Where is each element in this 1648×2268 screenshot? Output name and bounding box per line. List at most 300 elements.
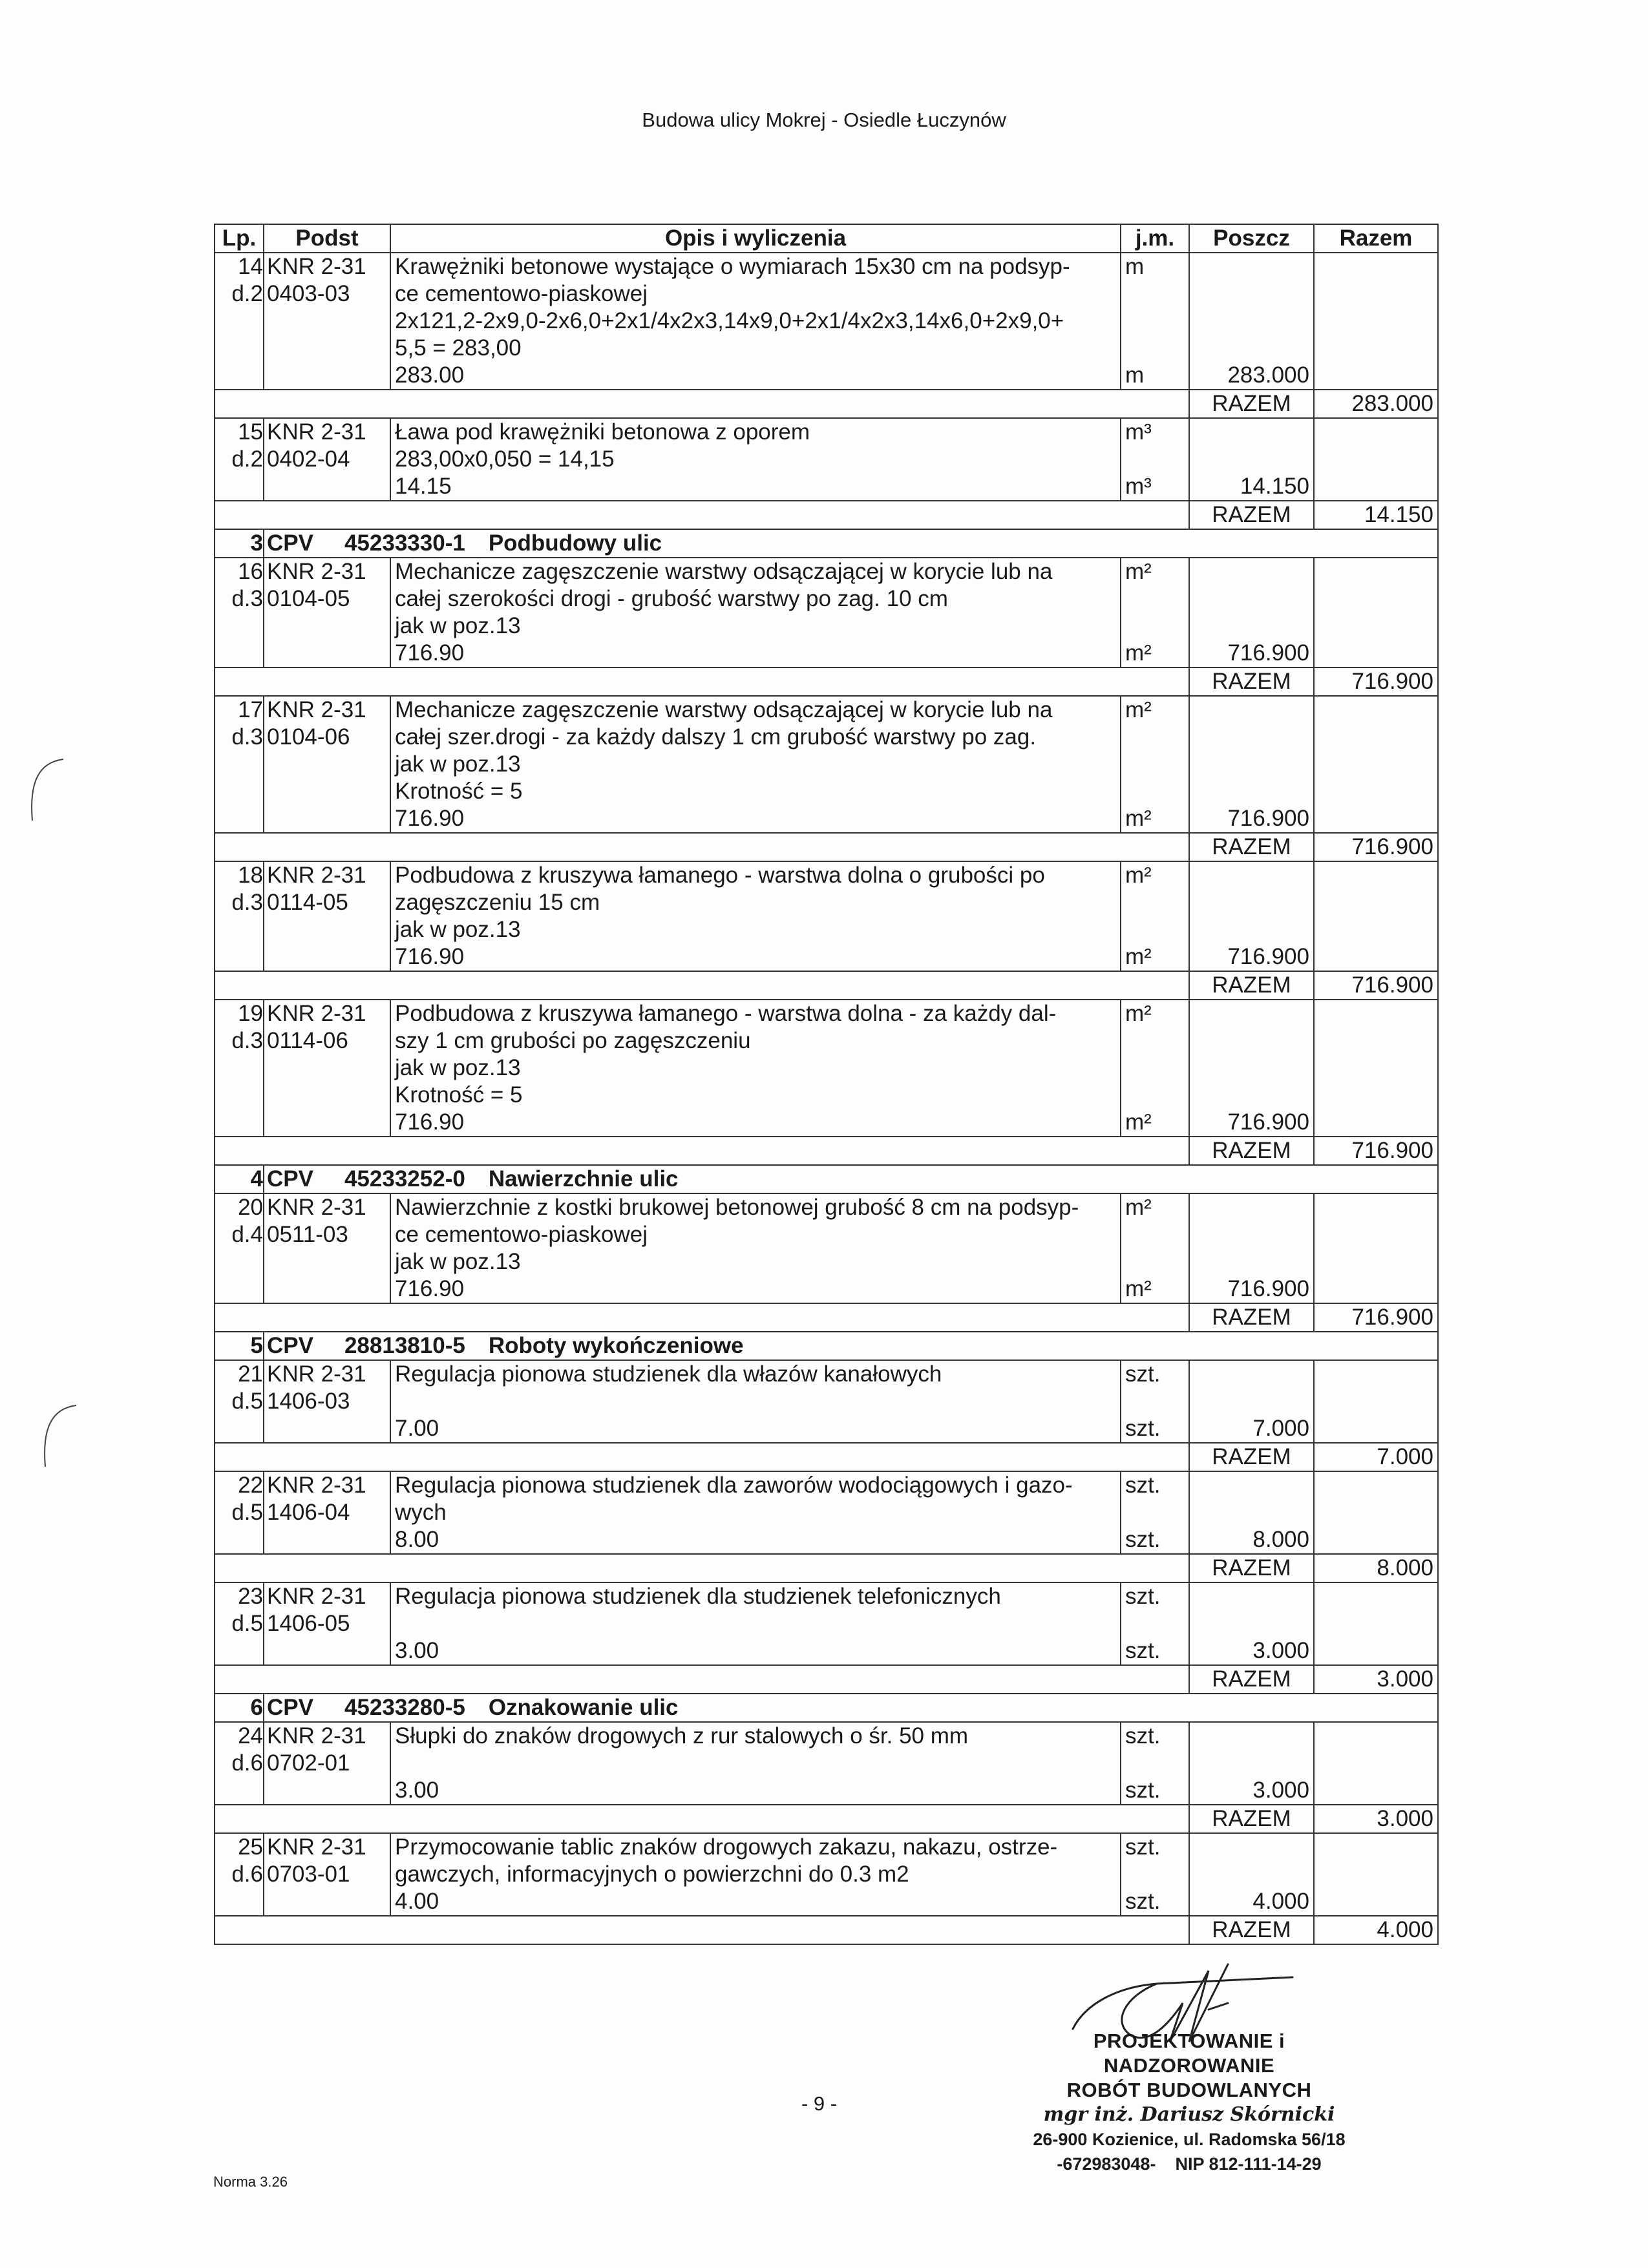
stamp-line-2: ROBÓT BUDOWLANYCH (1066, 2079, 1312, 2101)
item-podst (264, 1582, 390, 1665)
description-line: jak w poz.13 (395, 751, 521, 777)
poszcz-line (1194, 585, 1309, 613)
col-header-jm: j.m. (1121, 224, 1189, 253)
razem-value: 3.000 (1314, 1665, 1438, 1694)
description-line: wych (395, 1500, 447, 1525)
item-description (390, 1582, 1121, 1665)
page-header: Budowa ulicy Mokrej - Osiedle Łuczynów (642, 109, 1006, 131)
razem-empty (215, 1137, 1189, 1165)
item-poszcz (1189, 1360, 1314, 1443)
scan-mark-arc (39, 1402, 78, 1473)
item-chapter: d.3 (231, 586, 263, 611)
item-podst-catalog: KNR 2-31 (267, 559, 366, 584)
col-header-poszcz: Poszcz (1189, 224, 1314, 253)
section-row (215, 529, 1438, 558)
poszcz-line (1194, 613, 1309, 640)
item-number: 23 (238, 1584, 263, 1609)
razem-row (215, 501, 1438, 529)
razem-empty (215, 833, 1189, 861)
item-poszcz (1189, 1722, 1314, 1805)
unit-line: m³ (1125, 419, 1152, 445)
description-line: Mechanicze zagęszczenie warstwy odsączającej w korycie lub na (395, 559, 1053, 584)
description-line: ce cementowo-piaskowej (395, 1222, 648, 1247)
unit-line: m² (1125, 863, 1152, 888)
poszcz-line (1194, 446, 1309, 473)
item-podst (264, 418, 390, 501)
description-line: Podbudowa z kruszywa łamanego - warstwa dolna o grubości po (395, 863, 1045, 888)
unit-line: szt. (1125, 1834, 1161, 1860)
item-description (390, 418, 1121, 501)
item-unit (1121, 1360, 1189, 1443)
description-line: szy 1 cm grubości po zagęszczeniu (395, 1028, 751, 1053)
item-podst-table: 0511-03 (267, 1222, 348, 1247)
description-line: 2x121,2-2x9,0-2x6,0+2x1/4x2x3,14x9,0+2x1/4x2x3,14x6,0+2x9,0+ (395, 308, 1064, 333)
unit-line: m² (1125, 1001, 1152, 1026)
razem-row (215, 667, 1438, 696)
item-chapter: d.3 (231, 1028, 263, 1053)
section-label: CPV (267, 1166, 313, 1192)
description-line: 7.00 (395, 1416, 439, 1441)
item-row (215, 1582, 1438, 1665)
poszcz-line: 14.150 (1240, 474, 1309, 499)
razem-value: 716.900 (1314, 1303, 1438, 1332)
description-line: Krotność = 5 (395, 1082, 523, 1108)
razem-row (215, 833, 1438, 861)
description-line: Regulacja pionowa studzienek dla zaworów wodociągowych i gazo- (395, 1473, 1073, 1498)
description-line: Regulacja pionowa studzienek dla włazów kanałowych (395, 1361, 942, 1387)
item-unit (1121, 1722, 1189, 1805)
item-chapter: d.5 (231, 1500, 263, 1525)
table-body (215, 253, 1438, 1944)
item-poszcz (1189, 1833, 1314, 1916)
section-row (215, 1165, 1438, 1193)
razem-row (215, 390, 1438, 418)
razem-label: RAZEM (1189, 1443, 1314, 1471)
section-header (264, 1332, 1438, 1360)
description-line: jak w poz.13 (395, 613, 521, 638)
razem-empty (215, 667, 1189, 696)
unit-line: szt. (1125, 1723, 1161, 1748)
description-line: 716.90 (395, 1109, 465, 1135)
poszcz-line (1194, 1499, 1309, 1526)
item-podst (264, 1722, 390, 1805)
item-lp (215, 1000, 264, 1137)
item-chapter: d.5 (231, 1611, 263, 1636)
unit-line: szt. (1125, 1361, 1161, 1387)
razem-label: RAZEM (1189, 1303, 1314, 1332)
item-row (215, 1000, 1438, 1137)
item-row (215, 1722, 1438, 1805)
section-title: Nawierzchnie ulic (488, 1166, 679, 1192)
poszcz-line (1194, 1082, 1309, 1109)
razem-value: 716.900 (1314, 833, 1438, 861)
item-unit (1121, 418, 1189, 501)
description-line: 8.00 (395, 1527, 439, 1552)
description-line: jak w poz.13 (395, 1055, 521, 1080)
poszcz-line (1194, 335, 1309, 362)
description-line (395, 1610, 1116, 1637)
razem-value: 716.900 (1314, 971, 1438, 1000)
unit-line (1125, 1388, 1185, 1415)
item-podst-catalog: KNR 2-31 (267, 863, 366, 888)
item-poszcz (1189, 1471, 1314, 1554)
item-row (215, 558, 1438, 667)
unit-line (1125, 1861, 1185, 1888)
section-title: Podbudowy ulic (488, 530, 662, 556)
poszcz-line (1194, 419, 1309, 446)
item-razem-empty (1314, 418, 1438, 501)
description-line: 14.15 (395, 474, 452, 499)
item-row (215, 1471, 1438, 1554)
item-chapter: d.3 (231, 724, 263, 750)
item-description (390, 1000, 1121, 1137)
razem-label: RAZEM (1189, 1665, 1314, 1694)
item-number: 20 (238, 1195, 263, 1220)
company-stamp (1008, 2029, 1370, 2176)
item-podst (264, 1471, 390, 1554)
poszcz-line (1194, 1027, 1309, 1055)
poszcz-line: 716.900 (1227, 640, 1309, 666)
razem-row (215, 1137, 1438, 1165)
poszcz-line (1194, 1388, 1309, 1415)
poszcz-line (1194, 697, 1309, 724)
item-unit (1121, 861, 1189, 971)
item-description (390, 1833, 1121, 1916)
item-row (215, 1833, 1438, 1916)
item-podst-table: 0104-06 (267, 724, 350, 750)
item-podst (264, 861, 390, 971)
description-line: 4.00 (395, 1889, 439, 1914)
description-line: jak w poz.13 (395, 917, 521, 942)
table-header-row (215, 224, 1438, 253)
razem-label: RAZEM (1189, 390, 1314, 418)
unit-line: szt. (1125, 1527, 1161, 1552)
poszcz-line (1194, 308, 1309, 335)
item-description (390, 1360, 1121, 1443)
item-podst-catalog: KNR 2-31 (267, 1195, 366, 1220)
description-line: Nawierzchnie z kostki brukowej betonowej grubość 8 cm na podsyp- (395, 1195, 1079, 1220)
item-lp (215, 1722, 264, 1805)
item-lp (215, 1193, 264, 1303)
item-podst-table: 0703-01 (267, 1862, 350, 1887)
section-code: 45233330-1 (344, 530, 465, 556)
description-line: Przymocowanie tablic znaków drogowych zakazu, nakazu, ostrze- (395, 1834, 1058, 1860)
item-podst-catalog: KNR 2-31 (267, 697, 366, 722)
item-podst (264, 1193, 390, 1303)
razem-label: RAZEM (1189, 833, 1314, 861)
description-line: 3.00 (395, 1638, 439, 1663)
description-line: 716.90 (395, 1276, 465, 1301)
unit-line (1125, 280, 1185, 308)
razem-value: 283.000 (1314, 390, 1438, 418)
razem-empty (215, 501, 1189, 529)
item-number: 17 (238, 697, 263, 722)
item-podst (264, 253, 390, 390)
item-lp (215, 696, 264, 833)
unit-line: szt. (1125, 1416, 1161, 1441)
description-line (395, 1388, 1116, 1415)
description-line: całej szer.drogi - za każdy dalszy 1 cm grubość warstwy po zag. (395, 724, 1037, 750)
item-podst-catalog: KNR 2-31 (267, 1473, 366, 1498)
razem-empty (215, 390, 1189, 418)
poszcz-line (1194, 1861, 1309, 1888)
section-row (215, 1694, 1438, 1722)
poszcz-line: 283.000 (1227, 362, 1309, 388)
section-header (264, 1165, 1438, 1193)
razem-value: 716.900 (1314, 1137, 1438, 1165)
item-razem-empty (1314, 558, 1438, 667)
footer-software-label: Norma 3.26 (213, 2174, 288, 2190)
item-podst (264, 1000, 390, 1137)
item-podst-table: 0114-06 (267, 1028, 348, 1053)
item-poszcz (1189, 1582, 1314, 1665)
item-podst-table: 0702-01 (267, 1750, 350, 1776)
razem-label: RAZEM (1189, 1137, 1314, 1165)
description-line: Krawężniki betonowe wystające o wymiarach 15x30 cm na podsyp- (395, 254, 1070, 279)
item-chapter: d.5 (231, 1389, 263, 1414)
unit-line: m (1125, 254, 1145, 279)
item-razem-empty (1314, 1360, 1438, 1443)
item-razem-empty (1314, 1722, 1438, 1805)
unit-line (1125, 751, 1185, 778)
item-lp (215, 861, 264, 971)
item-podst (264, 696, 390, 833)
razem-row (215, 1443, 1438, 1471)
description-line: zagęszczeniu 15 cm (395, 890, 600, 915)
poszcz-line: 7.000 (1252, 1416, 1309, 1441)
item-number: 18 (238, 863, 263, 888)
unit-line (1125, 778, 1185, 805)
item-description (390, 1722, 1121, 1805)
section-code: 45233280-5 (344, 1695, 465, 1720)
item-podst-table: 0104-05 (267, 586, 350, 611)
item-row (215, 861, 1438, 971)
razem-empty (215, 1916, 1189, 1944)
razem-empty (215, 1805, 1189, 1833)
unit-line (1125, 1055, 1185, 1082)
item-poszcz (1189, 253, 1314, 390)
razem-row (215, 971, 1438, 1000)
page-number: - 9 - (801, 2092, 838, 2115)
stamp-line-1: PROJEKTOWANIE i NADZOROWANIE (1093, 2030, 1285, 2077)
description-line: 716.90 (395, 944, 465, 969)
item-description (390, 253, 1121, 390)
razem-value: 14.150 (1314, 501, 1438, 529)
poszcz-line (1194, 916, 1309, 943)
item-row (215, 696, 1438, 833)
razem-value: 8.000 (1314, 1554, 1438, 1582)
description-line: Słupki do znaków drogowych z rur stalowych o śr. 50 mm (395, 1723, 969, 1748)
razem-value: 7.000 (1314, 1443, 1438, 1471)
poszcz-line (1194, 1194, 1309, 1221)
unit-line (1125, 1082, 1185, 1109)
section-row (215, 1332, 1438, 1360)
description-line: Krotność = 5 (395, 779, 523, 804)
item-chapter: d.6 (231, 1862, 263, 1887)
unit-line: m² (1125, 559, 1152, 584)
item-razem-empty (1314, 1471, 1438, 1554)
poszcz-line (1194, 280, 1309, 308)
unit-line (1125, 724, 1185, 751)
description-line: jak w poz.13 (395, 1249, 521, 1274)
scan-mark-arc (26, 756, 65, 827)
item-unit (1121, 253, 1189, 390)
unit-line (1125, 1248, 1185, 1276)
poszcz-line (1194, 889, 1309, 916)
section-code: 45233252-0 (344, 1166, 465, 1192)
item-razem-empty (1314, 1582, 1438, 1665)
item-poszcz (1189, 418, 1314, 501)
unit-line: m² (1125, 944, 1152, 969)
stamp-line-3: mgr inż. Dariusz Skórnicki (1043, 2103, 1335, 2126)
description-line: gawczych, informacyjnych o powierzchni do 0.3 m2 (395, 1862, 909, 1887)
unit-line (1125, 1221, 1185, 1248)
poszcz-line (1194, 1834, 1309, 1861)
item-row (215, 1360, 1438, 1443)
description-line: Regulacja pionowa studzienek dla studzienek telefonicznych (395, 1584, 1001, 1609)
unit-line (1125, 446, 1185, 473)
item-description (390, 861, 1121, 971)
poszcz-line (1194, 1472, 1309, 1499)
item-chapter: d.2 (231, 281, 263, 306)
item-description (390, 696, 1121, 833)
razem-row (215, 1805, 1438, 1833)
item-chapter: d.3 (231, 890, 263, 915)
col-header-opis: Opis i wyliczenia (390, 224, 1121, 253)
item-poszcz (1189, 696, 1314, 833)
section-label: CPV (267, 530, 313, 556)
item-razem-empty (1314, 861, 1438, 971)
description-line: Mechanicze zagęszczenie warstwy odsączającej w korycie lub na (395, 697, 1053, 722)
description-line (395, 1750, 1116, 1777)
razem-value: 716.900 (1314, 667, 1438, 696)
item-poszcz (1189, 1000, 1314, 1137)
poszcz-line: 716.900 (1227, 806, 1309, 831)
poszcz-line (1194, 724, 1309, 751)
poszcz-line (1194, 1000, 1309, 1027)
unit-line: szt. (1125, 1638, 1161, 1663)
item-podst-catalog: KNR 2-31 (267, 1584, 366, 1609)
unit-line (1125, 308, 1185, 335)
item-razem-empty (1314, 1193, 1438, 1303)
stamp-line-4: 26-900 Kozienice, ul. Radomska 56/18 (1033, 2130, 1346, 2149)
item-razem-empty (1314, 253, 1438, 390)
description-line: 716.90 (395, 640, 465, 666)
poszcz-line: 3.000 (1252, 1638, 1309, 1663)
item-podst (264, 558, 390, 667)
item-podst-table: 0114-05 (267, 890, 348, 915)
poszcz-line (1194, 253, 1309, 280)
item-podst (264, 1833, 390, 1916)
item-lp (215, 1833, 264, 1916)
unit-line: m² (1125, 697, 1152, 722)
unit-line (1125, 916, 1185, 943)
poszcz-line (1194, 778, 1309, 805)
unit-line (1125, 1499, 1185, 1526)
item-podst-table: 0403-03 (267, 281, 350, 306)
item-unit (1121, 1193, 1189, 1303)
razem-empty (215, 1665, 1189, 1694)
unit-line: szt. (1125, 1473, 1161, 1498)
item-number: 19 (238, 1001, 263, 1026)
item-unit (1121, 1582, 1189, 1665)
item-unit (1121, 1471, 1189, 1554)
item-number: 24 (238, 1723, 263, 1748)
poszcz-line (1194, 558, 1309, 585)
poszcz-line (1194, 1055, 1309, 1082)
section-number: 6 (215, 1694, 264, 1722)
item-podst-catalog: KNR 2-31 (267, 1001, 366, 1026)
unit-line: szt. (1125, 1584, 1161, 1609)
poszcz-line (1194, 1610, 1309, 1637)
item-razem-empty (1314, 696, 1438, 833)
item-description (390, 558, 1121, 667)
item-lp (215, 1471, 264, 1554)
item-number: 25 (238, 1834, 263, 1860)
poszcz-line: 4.000 (1252, 1889, 1309, 1914)
description-line: Podbudowa z kruszywa łamanego - warstwa dolna - za każdy dal- (395, 1001, 1057, 1026)
stamp-line-5 (1008, 2152, 1370, 2176)
poszcz-line (1194, 862, 1309, 889)
unit-line (1125, 585, 1185, 613)
description-line: 3.00 (395, 1778, 439, 1803)
stamp-phone: -672983048- (1057, 2154, 1156, 2174)
razem-label: RAZEM (1189, 501, 1314, 529)
item-lp (215, 418, 264, 501)
item-number: 16 (238, 559, 263, 584)
razem-empty (215, 971, 1189, 1000)
item-chapter: d.4 (231, 1222, 263, 1247)
unit-line: m² (1125, 1276, 1152, 1301)
section-number: 4 (215, 1165, 264, 1193)
item-podst-catalog: KNR 2-31 (267, 1834, 366, 1860)
unit-line (1125, 613, 1185, 640)
cost-estimate-table (214, 224, 1439, 1945)
razem-value: 4.000 (1314, 1916, 1438, 1944)
poszcz-line (1194, 1750, 1309, 1777)
poszcz-line (1194, 1361, 1309, 1388)
poszcz-line: 716.900 (1227, 1109, 1309, 1135)
description-line: 716.90 (395, 806, 465, 831)
poszcz-line (1194, 1583, 1309, 1610)
section-number: 5 (215, 1332, 264, 1360)
razem-label: RAZEM (1189, 667, 1314, 696)
item-poszcz (1189, 558, 1314, 667)
item-razem-empty (1314, 1833, 1438, 1916)
poszcz-line (1194, 1723, 1309, 1750)
item-podst-table: 1406-05 (267, 1611, 350, 1636)
razem-empty (215, 1443, 1189, 1471)
unit-line: m (1125, 362, 1145, 388)
unit-line: m³ (1125, 474, 1152, 499)
item-row (215, 1193, 1438, 1303)
item-number: 14 (238, 254, 263, 279)
item-number: 21 (238, 1361, 263, 1387)
description-line: 283,00x0,050 = 14,15 (395, 446, 615, 472)
description-line: 283.00 (395, 362, 465, 388)
razem-row (215, 1554, 1438, 1582)
razem-empty (215, 1303, 1189, 1332)
item-lp (215, 558, 264, 667)
item-chapter: d.6 (231, 1750, 263, 1776)
section-title: Roboty wykończeniowe (488, 1333, 744, 1358)
item-description (390, 1193, 1121, 1303)
section-header (264, 529, 1438, 558)
item-description (390, 1471, 1121, 1554)
item-razem-empty (1314, 1000, 1438, 1137)
item-lp (215, 1360, 264, 1443)
unit-line: szt. (1125, 1778, 1161, 1803)
